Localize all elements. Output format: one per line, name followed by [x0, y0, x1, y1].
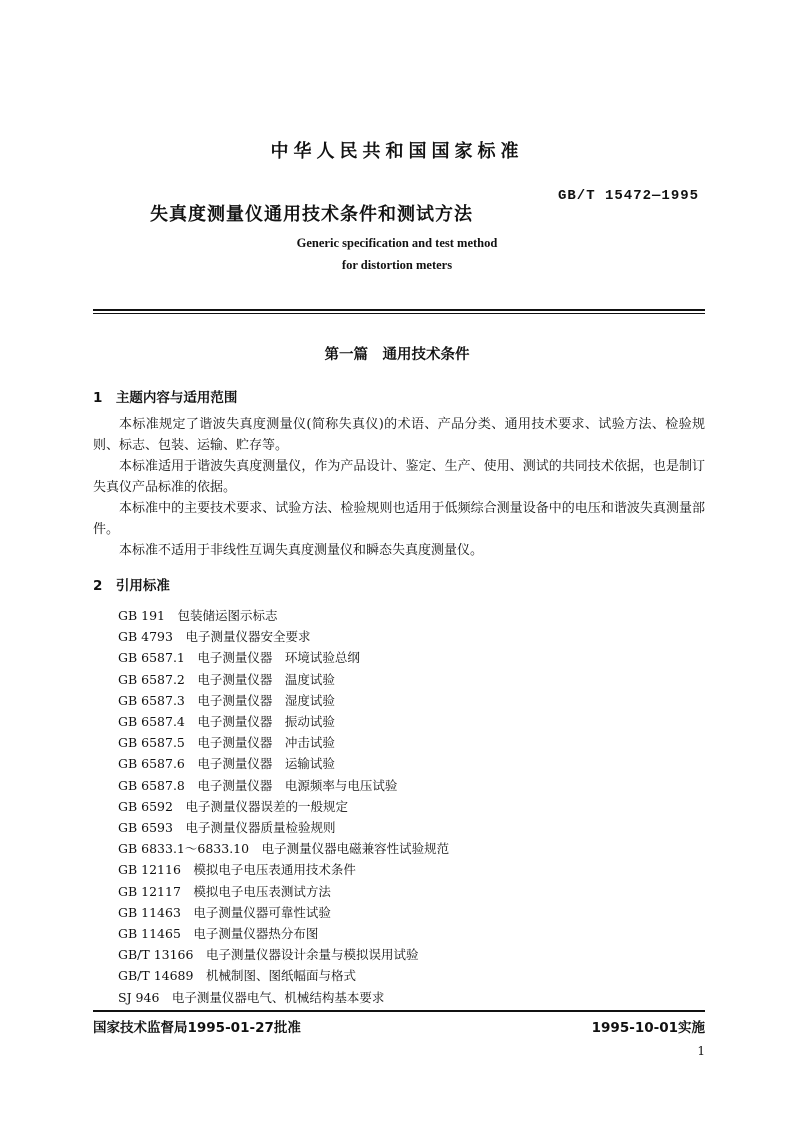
section-1-heading: 1 主题内容与适用范围: [93, 390, 238, 406]
section-2-heading: 2 引用标准: [93, 578, 170, 594]
reference-item: GB 6587.8 电子测量仪器 电源频率与电压试验: [118, 777, 398, 793]
approval-date: 国家技术监督局1995-01-27批准: [93, 1020, 301, 1036]
reference-item: GB 4793 电子测量仪器安全要求: [118, 629, 311, 645]
reference-item: GB 6592 电子测量仪器误差的一般规定: [118, 798, 348, 814]
section-1-paragraph: 本标准适用于谐波失真度测量仪，作为产品设计、鉴定、生产、使用、测试的共同技术依据，也是制订失真仪产品标准的依据。: [93, 459, 705, 495]
page-number: 1: [697, 1044, 705, 1058]
reference-item: GB 12116 模拟电子电压表通用技术条件: [118, 862, 356, 878]
implementation-date: 1995-10-01实施: [591, 1020, 705, 1036]
reference-item: GB/T 14689 机械制图、图纸幅面与格式: [118, 968, 356, 984]
reference-list: [118, 605, 449, 1008]
reference-item: GB 191 包装储运图示标志: [118, 608, 278, 623]
reference-item: SJ 946 电子测量仪器电气、机械结构基本要求: [118, 989, 385, 1005]
reference-item: GB 12117 模拟电子电压表测试方法: [118, 883, 331, 899]
reference-item: GB 6593 电子测量仪器质量检验规则: [118, 820, 336, 836]
header-rule-thin: [93, 313, 705, 314]
reference-item: GB 6587.3 电子测量仪器 湿度试验: [118, 692, 335, 708]
document-title-en-line1: Generic specification and test method: [296, 236, 498, 250]
reference-item: GB 6833.1～6833.10 电子测量仪器电磁兼容性试验规范: [118, 841, 450, 857]
reference-item: GB 11465 电子测量仪器热分布图: [118, 926, 319, 942]
reference-item: GB 6587.4 电子测量仪器 振动试验: [118, 714, 335, 730]
header-rule-thick: [93, 309, 705, 311]
national-standard-header: 中华人民共和国国家标准: [270, 141, 524, 162]
reference-item: GB 6587.2 电子测量仪器 温度试验: [118, 671, 335, 687]
reference-item: GB 6587.5 电子测量仪器 冲击试验: [118, 735, 335, 751]
section-1-paragraph: 本标准规定了谐波失真度测量仪(简称失真仪)的术语、产品分类、通用技术要求、试验方法、检验规则、标志、包装、运输、贮存等。: [93, 417, 705, 453]
reference-item: GB 6587.6 电子测量仪器 运输试验: [118, 756, 335, 772]
document-title-en-line2: for distortion meters: [341, 258, 453, 272]
reference-item: GB/T 13166 电子测量仪器设计余量与模拟误用试验: [118, 947, 419, 963]
standard-number: GB/T 15472—1995: [558, 188, 700, 204]
reference-item: GB 6587.1 电子测量仪器 环境试验总纲: [118, 650, 360, 666]
reference-item: GB 11463 电子测量仪器可靠性试验: [118, 904, 331, 920]
section-1-paragraph: 本标准不适用于非线性互调失真度测量仪和瞬态失真度测量仪。: [119, 543, 484, 558]
footer-rule: [93, 1010, 705, 1012]
section-1-paragraph: 本标准中的主要技术要求、试验方法、检验规则也适用于低频综合测量设备中的电压和谐波失真测量部件。: [93, 501, 705, 537]
part-title: 第一篇 通用技术条件: [324, 347, 470, 363]
document-title-cn: 失真度测量仪通用技术条件和测试方法: [150, 204, 473, 225]
